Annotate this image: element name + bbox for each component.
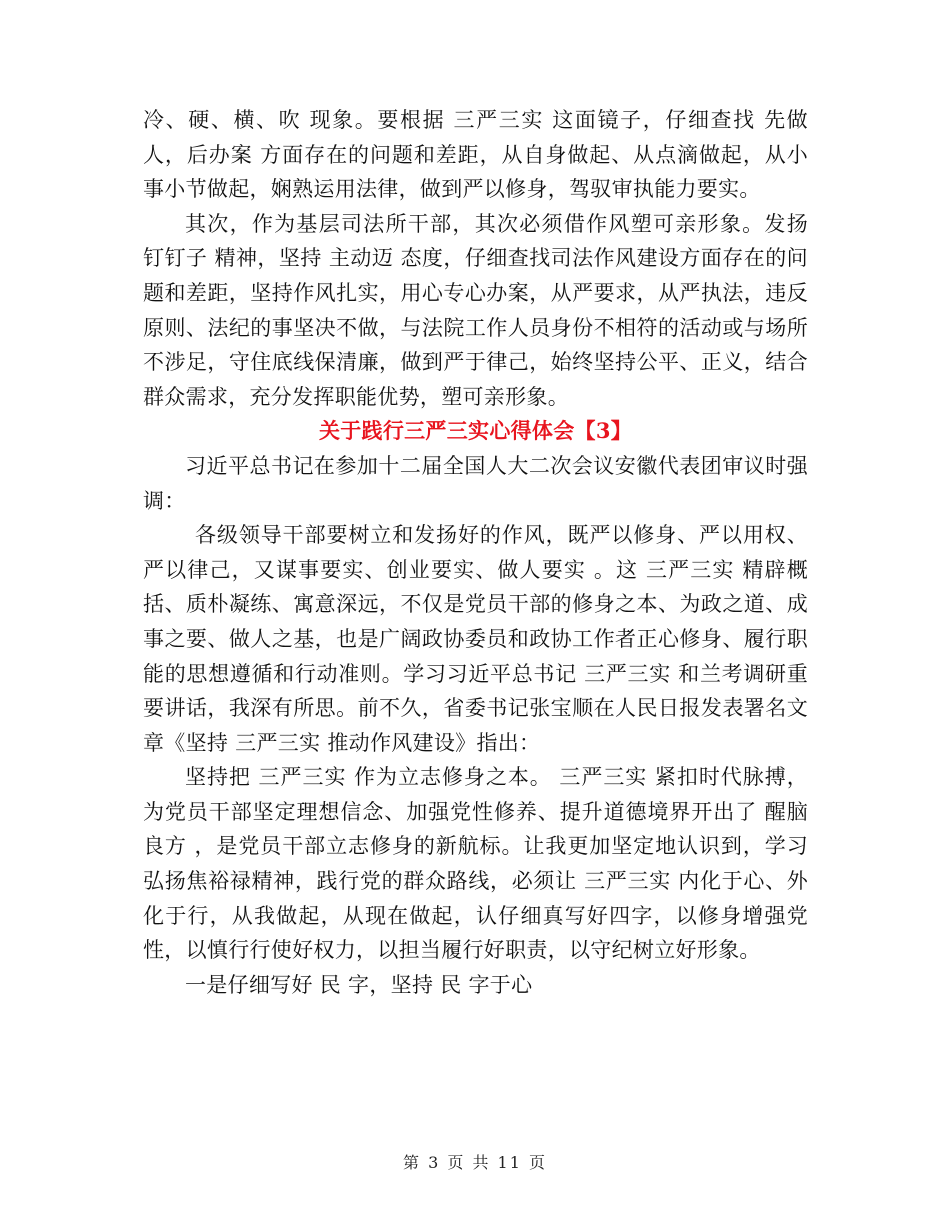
paragraph-second-point: 其次，作为基层司法所干部，其次必须借作风塑可亲形象。发扬 钉钉子 精神，坚持 主动迈 态度，仔细查找司法作风建设方面存在的问题和差距，坚持作风扎实，用心专心办案，从严要求，从严执法，违反原则、法纪的事坚决不做，与法院工作人员身份不相符的活动或与场所不涉足，守住底线保清廉，做到严于律己，始终坚持公平、正义，结合群众需求，充分发挥职能优势，塑可亲形象。: [143, 211, 808, 409]
paragraph-principle: 坚持把 三严三实 作为立志修身之本。 三严三实 紧扣时代脉搏，为党员干部坚定理想信念、加强党性修养、提升道德境界开出了 醒脑良方 ，是党员干部立志修身的新航标。让我更加坚定地认识到，学习弘扬焦裕禄精神，践行党的群众路线，必须让 三严三实 内化于心、外化于行，从我做起，从现在做起，认仔细真写好四字，以修身增强党性，以慎行行使好权力，以担当履行好职责，以守纪树立好形象。: [143, 765, 808, 963]
paragraph-continuation: 冷、硬、横、吹 现象。要根据 三严三实 这面镜子，仔细查找 先做人，后办案 方面存在的问题和差距，从自身做起、从点滴做起，从小事小节做起，娴熟运用法律，做到严以修身，驾驭审执能力要实。: [143, 108, 808, 202]
section-title: 关于践行三严三实心得体会【3】: [318, 418, 633, 444]
paragraph-quote-intro: 习近平总书记在参加十二届全国人大二次会议安徽代表团审议时强调：: [143, 453, 808, 513]
paragraph-quote: 各级领导干部要树立和发扬好的作风，既严以修身、严以用权、严以律己，又谋事要实、创业要实、做人要实 。这 三严三实 精辟概括、质朴凝练、寓意深远，不仅是党员干部的修身之本、为政之道、成事之要、做人之基，也是广阔政协委员和政协工作者正心修身、履行职能的思想遵循和行动准则。学习习近平总书记 三严三实 和兰考调研重要讲话，我深有所思。前不久，省委书记张宝顺在人民日报发表署名文章《坚持 三严三实 推动作风建设》指出：: [143, 523, 808, 755]
paragraph-first-point: 一是仔细写好 民 字，坚持 民 字于心: [185, 972, 533, 997]
document-body: [143, 103, 808, 1002]
page-footer: 第 3 页 共 11 页: [403, 1153, 547, 1172]
